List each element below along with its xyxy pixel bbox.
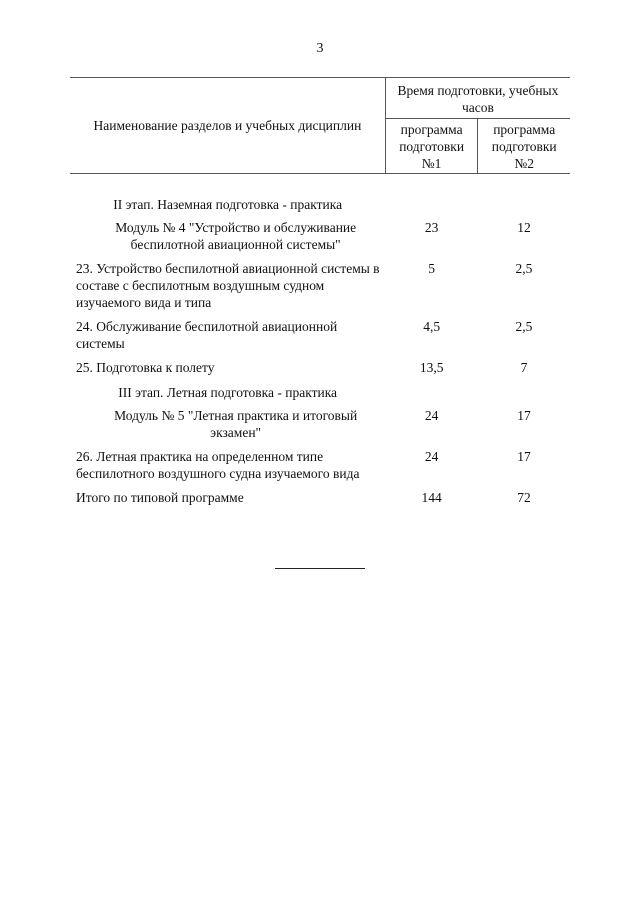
header-program-2: программа подготовки №2 xyxy=(478,119,570,174)
table-row-total xyxy=(70,487,570,511)
program-1-hours: 24 xyxy=(424,408,439,423)
program-1-hours xyxy=(385,193,478,217)
module-title: Модуль № 5 "Летная практика и итоговый экзамен" xyxy=(114,408,358,440)
program-2-hours: 2,5 xyxy=(515,319,533,334)
discipline-name: 23. Устройство беспилотной авиационной системы в составе с беспилотным воздушным судном изучаемого вида и типа xyxy=(76,261,380,310)
table-row xyxy=(70,193,570,217)
curriculum-table xyxy=(70,77,570,511)
program-2-hours xyxy=(478,381,570,405)
end-separator-line xyxy=(275,568,365,569)
table-row xyxy=(70,217,570,258)
program-2-hours: 7 xyxy=(520,360,528,375)
header-spacer xyxy=(70,174,570,194)
header-program-1: программа подготовки №1 xyxy=(385,119,478,174)
table-row xyxy=(70,446,570,487)
table-row xyxy=(70,381,570,405)
program-2-total-hours: 72 xyxy=(517,490,531,505)
table-row xyxy=(70,405,570,446)
program-1-hours: 5 xyxy=(428,261,435,276)
stage-title: II этап. Наземная подготовка - практика xyxy=(113,197,343,212)
header-discipline-name: Наименование разделов и учебных дисциплин xyxy=(70,78,385,174)
program-1-hours xyxy=(385,381,478,405)
module-title: Модуль № 4 "Устройство и обслуживание беспилотной авиационной системы" xyxy=(115,220,357,252)
header-training-time: Время подготовки, учебных часов xyxy=(385,78,570,119)
program-2-hours: 17 xyxy=(517,408,531,423)
table-body xyxy=(70,174,570,512)
discipline-name: 24. Обслуживание беспилотной авиационной системы xyxy=(76,319,338,351)
discipline-name: 25. Подготовка к полету xyxy=(76,360,215,375)
program-1-hours: 24 xyxy=(424,449,439,464)
stage-title: III этап. Летная подготовка - практика xyxy=(118,385,338,400)
program-2-hours: 12 xyxy=(517,220,531,235)
program-1-hours: 13,5 xyxy=(419,360,444,375)
program-2-hours: 17 xyxy=(517,449,531,464)
table-row xyxy=(70,258,570,316)
program-2-hours: 2,5 xyxy=(515,261,533,276)
program-2-hours xyxy=(478,193,570,217)
discipline-name: 26. Летная практика на определенном типе беспилотного воздушного судна изучаемого вида xyxy=(76,449,360,481)
table-row xyxy=(70,357,570,381)
program-1-hours: 23 xyxy=(424,220,439,235)
table-row xyxy=(70,316,570,357)
table-header xyxy=(70,78,570,174)
total-label: Итого по типовой программе xyxy=(76,490,244,505)
page-number: 3 xyxy=(316,41,324,56)
program-1-total-hours: 144 xyxy=(421,490,442,505)
program-1-hours: 4,5 xyxy=(423,319,441,334)
